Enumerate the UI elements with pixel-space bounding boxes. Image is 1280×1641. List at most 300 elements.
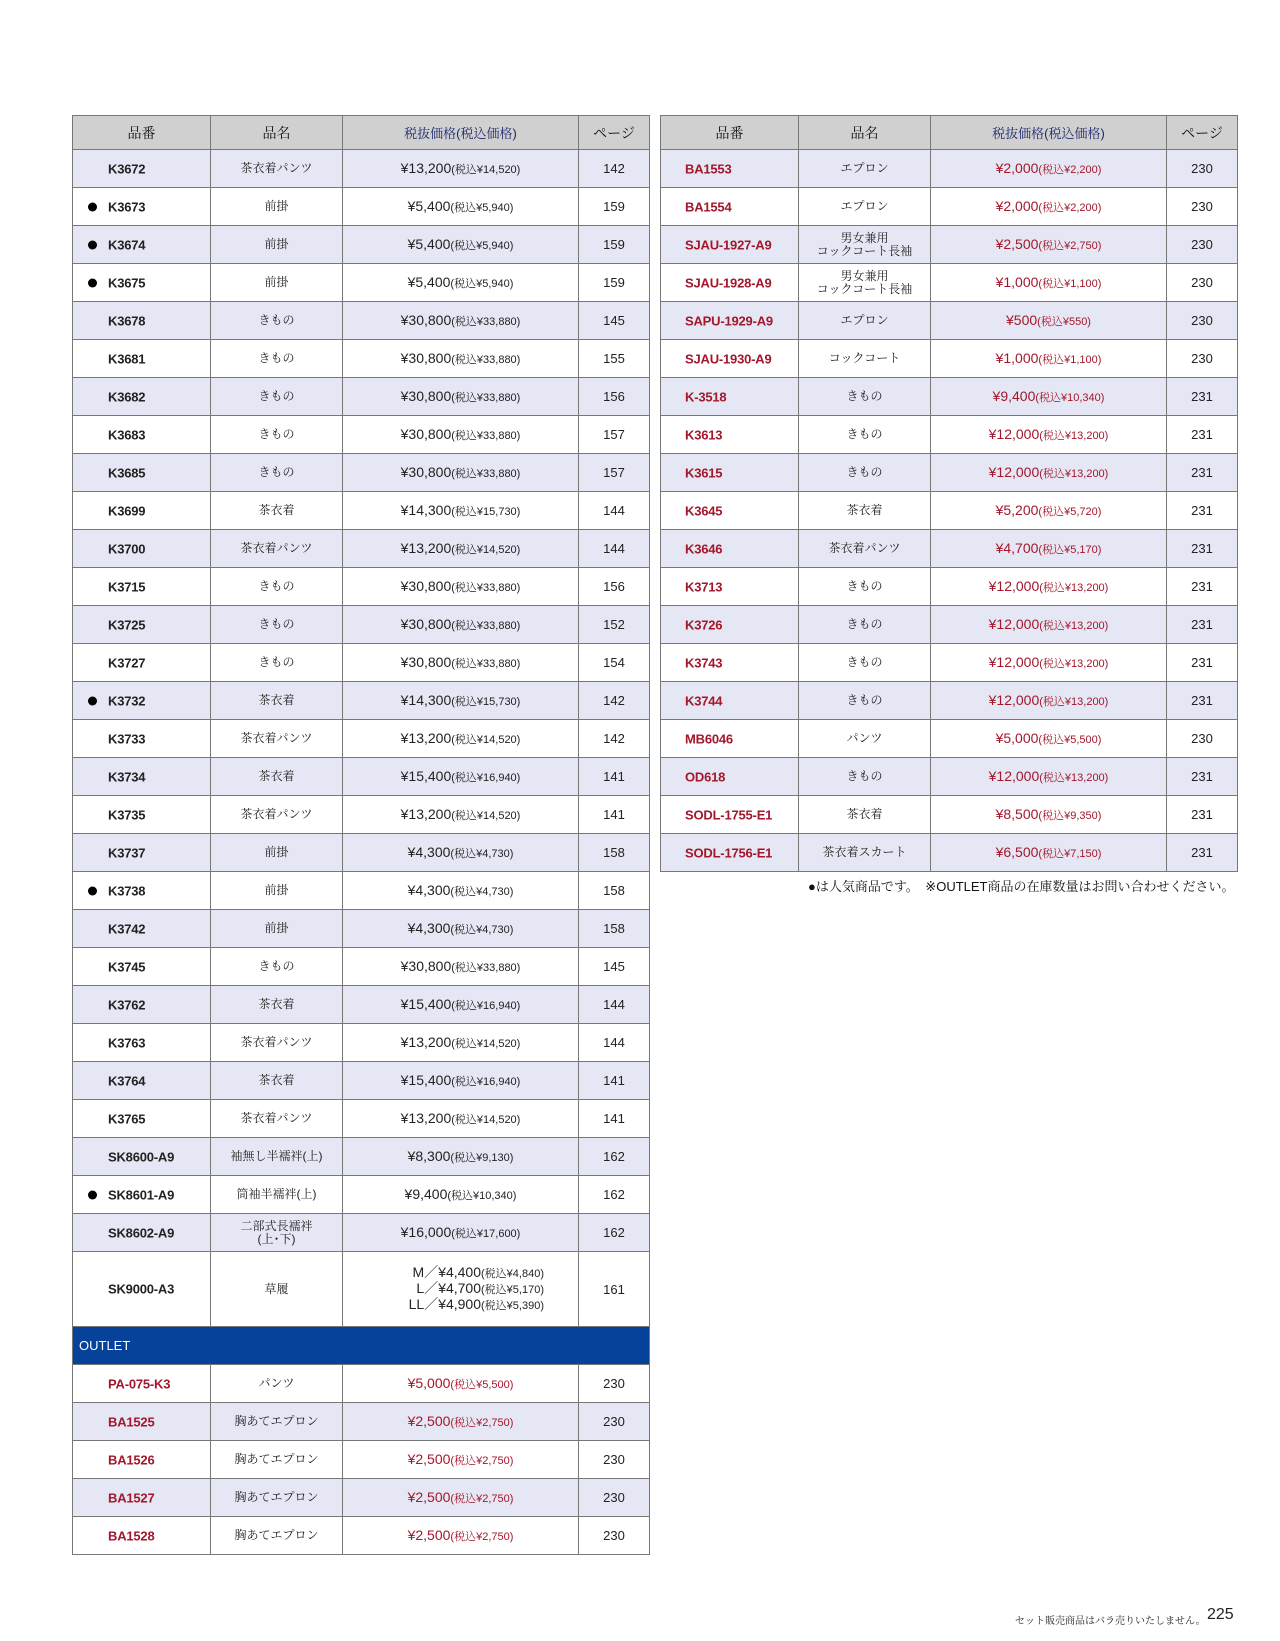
price-cell [343, 416, 579, 454]
price-cell [343, 872, 579, 910]
product-name: 前掛 [211, 872, 343, 910]
price-value: ¥1,000 [995, 350, 1039, 366]
table-row [73, 1138, 650, 1176]
table-row [661, 492, 1238, 530]
price-cell [343, 796, 579, 834]
price-cell [343, 226, 579, 264]
product-code: K3725 [108, 617, 146, 632]
popular-dot-icon [88, 1190, 97, 1199]
product-code: SK8600-A9 [108, 1149, 175, 1164]
code-cell [73, 1479, 211, 1517]
table-row [73, 1441, 650, 1479]
table-row [73, 188, 650, 226]
price-value: ¥16,000 [400, 1224, 452, 1240]
product-code: PA-075-K3 [108, 1376, 171, 1391]
table-row [73, 986, 650, 1024]
tax-included-price: (税込¥13,200) [1039, 658, 1109, 670]
table-row [73, 150, 650, 188]
price-value: ¥12,000 [988, 692, 1040, 708]
product-name: きもの [211, 948, 343, 986]
popular-dot-icon [88, 202, 97, 211]
code-cell [73, 758, 211, 796]
code-cell [73, 606, 211, 644]
tax-included-price: (税込¥33,880) [451, 316, 521, 328]
code-cell [661, 758, 799, 796]
tax-included-price: (税込¥2,750) [450, 1417, 514, 1429]
price-cell [931, 340, 1167, 378]
price-value: ¥9,400 [992, 388, 1036, 404]
table-row [73, 530, 650, 568]
left-table-body [73, 150, 650, 1555]
product-code: K3743 [685, 655, 723, 670]
product-name: 茶衣着 [211, 986, 343, 1024]
price-value: ¥4,700 [995, 540, 1039, 556]
page-ref: 141 [579, 758, 650, 796]
page-ref: 141 [579, 1062, 650, 1100]
product-name: 茶衣着 [799, 796, 931, 834]
price-cell [343, 568, 579, 606]
price-cell [343, 682, 579, 720]
table-row [661, 302, 1238, 340]
price-value: ¥12,000 [988, 578, 1040, 594]
product-code: K3699 [108, 503, 146, 518]
price-cell [343, 1479, 579, 1517]
code-cell [661, 454, 799, 492]
popular-dot-icon [88, 696, 97, 705]
code-cell [661, 264, 799, 302]
header-code: 品番 [661, 116, 799, 150]
tax-included-price: (税込¥13,200) [1039, 620, 1109, 632]
price-cell [343, 150, 579, 188]
table-row [661, 682, 1238, 720]
product-code: K3675 [108, 275, 146, 290]
price-cell [931, 150, 1167, 188]
code-cell [73, 150, 211, 188]
tax-included-price: (税込¥15,730) [451, 696, 521, 708]
page-ref: 159 [579, 226, 650, 264]
product-code: K3764 [108, 1073, 146, 1088]
price-value: ¥13,200 [400, 806, 452, 822]
price-value: ¥4,900 [438, 1296, 482, 1312]
product-name: 二部式長襦袢 (上･下) [211, 1214, 343, 1252]
product-name: きもの [799, 416, 931, 454]
code-cell [661, 568, 799, 606]
tax-included-price: (税込¥33,880) [451, 430, 521, 442]
page-ref: 157 [579, 454, 650, 492]
table-row [73, 872, 650, 910]
page-ref: 230 [1167, 720, 1238, 758]
tax-included-price: (税込¥5,940) [450, 278, 514, 290]
code-cell [661, 416, 799, 454]
price-cell [343, 1517, 579, 1555]
product-code: K3646 [685, 541, 723, 556]
page-ref: 162 [579, 1214, 650, 1252]
page-ref: 144 [579, 492, 650, 530]
table-row [661, 530, 1238, 568]
table-row [73, 1176, 650, 1214]
product-name: 胸あてエプロン [211, 1479, 343, 1517]
table-row [661, 416, 1238, 454]
product-code: K3672 [108, 161, 146, 176]
page-ref: 141 [579, 796, 650, 834]
product-code: K3734 [108, 769, 146, 784]
table-row [73, 758, 650, 796]
table-row [73, 910, 650, 948]
product-name: パンツ [799, 720, 931, 758]
page-number: 225 [1207, 1606, 1234, 1623]
price-value: ¥13,200 [400, 160, 452, 176]
product-code: SK9000-A3 [108, 1281, 175, 1297]
price-value: ¥30,800 [400, 654, 452, 670]
tax-included-price: (税込¥33,880) [451, 468, 521, 480]
tax-included-price: (税込¥2,750) [450, 1455, 514, 1467]
product-code: K-3518 [685, 389, 727, 404]
page-cell: 161 [579, 1252, 650, 1327]
product-name: コックコート [799, 340, 931, 378]
code-cell [73, 568, 211, 606]
page-ref: 230 [579, 1403, 650, 1441]
product-name: 茶衣着パンツ [211, 1100, 343, 1138]
price-value: ¥30,800 [400, 578, 452, 594]
page-ref: 230 [1167, 188, 1238, 226]
product-name: 前掛 [211, 834, 343, 872]
tax-included-price: (税込¥13,200) [1039, 582, 1109, 594]
price-value: ¥4,400 [438, 1264, 482, 1280]
page-ref: 231 [1167, 378, 1238, 416]
price-value: ¥4,700 [438, 1280, 482, 1296]
code-cell [73, 1062, 211, 1100]
product-code: BA1526 [108, 1452, 155, 1467]
price-cell [931, 492, 1167, 530]
product-code: SODL-1756-E1 [685, 845, 773, 860]
product-name: 男女兼用 コックコート長袖 [799, 264, 931, 302]
price-cell [931, 758, 1167, 796]
code-cell [73, 644, 211, 682]
product-code: K3745 [108, 959, 146, 974]
multi-price-cell [343, 1252, 579, 1327]
popular-dot-icon [88, 240, 97, 249]
product-code: K3744 [685, 693, 723, 708]
price-value: ¥1,000 [995, 274, 1039, 290]
tax-included-price: (税込¥9,130) [450, 1152, 514, 1164]
product-name: きもの [211, 606, 343, 644]
product-code: K3715 [108, 579, 146, 594]
price-cell [931, 530, 1167, 568]
page-ref: 142 [579, 682, 650, 720]
price-value: ¥15,400 [400, 768, 452, 784]
size-label: LL／ [408, 1296, 439, 1312]
table-row [73, 416, 650, 454]
tax-included-price: (税込¥33,880) [451, 392, 521, 404]
table-row [73, 226, 650, 264]
table-row [661, 188, 1238, 226]
page-ref: 159 [579, 188, 650, 226]
table-row [73, 606, 650, 644]
page-ref: 231 [1167, 682, 1238, 720]
price-cell [343, 302, 579, 340]
tax-included-price: (税込¥2,200) [1038, 202, 1102, 214]
product-name: 茶衣着パンツ [211, 720, 343, 758]
page-ref: 145 [579, 302, 650, 340]
tax-included-price: (税込¥33,880) [451, 582, 521, 594]
product-name: 茶衣着 [211, 758, 343, 796]
price-value: ¥8,500 [995, 806, 1039, 822]
price-value: ¥13,200 [400, 730, 452, 746]
page-ref: 155 [579, 340, 650, 378]
page-ref: 142 [579, 150, 650, 188]
code-cell [73, 872, 211, 910]
table-row [661, 644, 1238, 682]
product-name: 前掛 [211, 264, 343, 302]
popular-dot-icon [88, 886, 97, 895]
product-name: きもの [211, 302, 343, 340]
popular-dot-icon [88, 278, 97, 287]
code-cell [661, 606, 799, 644]
price-value: ¥12,000 [988, 654, 1040, 670]
product-code: K3732 [108, 693, 146, 708]
price-cell [931, 378, 1167, 416]
code-cell [661, 720, 799, 758]
product-code: K3735 [108, 807, 146, 822]
product-code: K3681 [108, 351, 146, 366]
product-name: きもの [799, 568, 931, 606]
table-row [73, 948, 650, 986]
code-cell [73, 302, 211, 340]
product-code: OD618 [685, 769, 726, 784]
price-cell [343, 720, 579, 758]
product-code: K3763 [108, 1035, 146, 1050]
page-ref: 162 [579, 1138, 650, 1176]
product-name: きもの [799, 454, 931, 492]
product-name: きもの [211, 340, 343, 378]
page-ref: 162 [579, 1176, 650, 1214]
code-cell [661, 226, 799, 264]
product-name: きもの [211, 568, 343, 606]
product-name: 男女兼用 コックコート長袖 [799, 226, 931, 264]
product-code: K3765 [108, 1111, 146, 1126]
page-ref: 158 [579, 872, 650, 910]
header-name: 品名 [211, 116, 343, 150]
product-code: BA1553 [685, 161, 732, 176]
product-name: きもの [211, 454, 343, 492]
price-value: ¥13,200 [400, 1110, 452, 1126]
product-name: きもの [211, 378, 343, 416]
product-code: K3726 [685, 617, 723, 632]
table-row [73, 720, 650, 758]
tax-included-price: (税込¥1,100) [1038, 354, 1102, 366]
page-ref: 231 [1167, 834, 1238, 872]
tax-included-price: (税込¥14,520) [451, 544, 521, 556]
tax-included-price: (税込¥2,750) [450, 1531, 514, 1543]
price-value: ¥5,400 [407, 236, 451, 252]
page-ref: 142 [579, 720, 650, 758]
price-cell [343, 530, 579, 568]
price-cell [931, 302, 1167, 340]
page-ref: 231 [1167, 492, 1238, 530]
product-name: きもの [211, 416, 343, 454]
price-cell [343, 340, 579, 378]
size-price-line [343, 1281, 578, 1297]
product-code: SAPU-1929-A9 [685, 313, 773, 328]
header-page: ページ [1167, 116, 1238, 150]
price-value: ¥30,800 [400, 464, 452, 480]
tax-included-price: (税込¥16,940) [451, 1000, 521, 1012]
code-cell [661, 150, 799, 188]
product-code: K3674 [108, 237, 146, 252]
price-value: ¥30,800 [400, 350, 452, 366]
product-code: K3742 [108, 921, 146, 936]
code-cell [73, 834, 211, 872]
price-cell [343, 1176, 579, 1214]
tax-included-price: (税込¥5,940) [450, 240, 514, 252]
product-name: 前掛 [211, 910, 343, 948]
price-cell [931, 720, 1167, 758]
table-row [73, 644, 650, 682]
product-name: 茶衣着パンツ [799, 530, 931, 568]
header-price: 税抜価格(税込価格) [931, 116, 1167, 150]
code-cell [73, 264, 211, 302]
code-cell [661, 796, 799, 834]
right-table-body [661, 150, 1238, 872]
product-name: エプロン [799, 188, 931, 226]
tax-included-price: (税込¥13,200) [1039, 468, 1109, 480]
code-cell [661, 682, 799, 720]
tax-included-price: (税込¥33,880) [451, 620, 521, 632]
product-code: SK8601-A9 [108, 1187, 175, 1202]
price-value: ¥2,500 [407, 1527, 451, 1543]
price-cell [343, 492, 579, 530]
price-cell [343, 454, 579, 492]
page-ref: 231 [1167, 606, 1238, 644]
price-cell [343, 264, 579, 302]
product-code: K3645 [685, 503, 723, 518]
tax-included-price: (税込¥33,880) [451, 354, 521, 366]
tax-included-price: (税込¥2,750) [1038, 240, 1102, 252]
price-value: ¥14,300 [400, 502, 452, 518]
code-cell [73, 1403, 211, 1441]
code-cell [73, 1441, 211, 1479]
code-cell [661, 492, 799, 530]
table-row [73, 1100, 650, 1138]
price-value: ¥2,500 [995, 236, 1039, 252]
product-name: エプロン [799, 150, 931, 188]
page-ref: 230 [1167, 340, 1238, 378]
tax-included-price: (税込¥14,520) [451, 810, 521, 822]
code-cell [661, 530, 799, 568]
page-ref: 230 [579, 1441, 650, 1479]
tax-included-price: (税込¥5,500) [450, 1379, 514, 1391]
code-cell [661, 834, 799, 872]
header-price: 税抜価格(税込価格) [343, 116, 579, 150]
code-cell [73, 340, 211, 378]
code-cell [73, 188, 211, 226]
price-value: ¥15,400 [400, 996, 452, 1012]
price-value: ¥30,800 [400, 616, 452, 632]
table-row [73, 682, 650, 720]
page-ref: 156 [579, 378, 650, 416]
tax-included-price: (税込¥5,500) [1038, 734, 1102, 746]
tax-included-price: (税込¥2,200) [1038, 164, 1102, 176]
page-ref: 231 [1167, 530, 1238, 568]
tax-included-price: (税込¥33,880) [451, 658, 521, 670]
page-ref: 152 [579, 606, 650, 644]
product-code: K3700 [108, 541, 146, 556]
table-row [661, 796, 1238, 834]
price-cell [343, 1214, 579, 1252]
page-ref: 156 [579, 568, 650, 606]
price-cell [343, 644, 579, 682]
page-ref: 230 [1167, 264, 1238, 302]
page-ref: 144 [579, 1024, 650, 1062]
price-cell [343, 1062, 579, 1100]
table-row [661, 226, 1238, 264]
product-name: 筒袖半襦袢(上) [211, 1176, 343, 1214]
tax-included-price: (税込¥550) [1037, 316, 1091, 328]
product-name: 前掛 [211, 188, 343, 226]
header-name: 品名 [799, 116, 931, 150]
price-value: ¥12,000 [988, 616, 1040, 632]
code-cell [73, 948, 211, 986]
product-name: 茶衣着 [211, 492, 343, 530]
tax-included-price: (税込¥10,340) [447, 1190, 517, 1202]
price-table-left [72, 115, 650, 1555]
size-label: L／ [416, 1280, 439, 1296]
table-row [661, 606, 1238, 644]
price-value: ¥15,400 [400, 1072, 452, 1088]
tax-included-price: (税込¥4,730) [450, 848, 514, 860]
code-cell [661, 340, 799, 378]
product-name: きもの [799, 378, 931, 416]
table-row [73, 796, 650, 834]
code-cell [73, 682, 211, 720]
product-name: 茶衣着パンツ [211, 150, 343, 188]
code-cell [661, 378, 799, 416]
tax-included-price: (税込¥13,200) [1039, 696, 1109, 708]
table-row [73, 568, 650, 606]
product-name: エプロン [799, 302, 931, 340]
page-ref: 230 [579, 1479, 650, 1517]
price-cell [343, 758, 579, 796]
page-ref: 230 [579, 1517, 650, 1555]
price-value: ¥4,300 [407, 844, 451, 860]
price-value: ¥5,000 [995, 730, 1039, 746]
page-ref: 141 [579, 1100, 650, 1138]
product-code: K3713 [685, 579, 723, 594]
table-row [73, 1365, 650, 1403]
tax-included-price: (税込¥5,170) [481, 1284, 544, 1296]
page-ref: 230 [1167, 150, 1238, 188]
code-cell [73, 1365, 211, 1403]
product-name: 前掛 [211, 226, 343, 264]
price-cell [931, 188, 1167, 226]
code-cell [661, 188, 799, 226]
table-row [661, 340, 1238, 378]
price-cell [931, 568, 1167, 606]
price-cell [931, 606, 1167, 644]
price-value: ¥2,000 [995, 198, 1039, 214]
code-cell [73, 1517, 211, 1555]
product-code: K3738 [108, 883, 146, 898]
product-code: K3678 [108, 313, 146, 328]
tax-included-price: (税込¥33,880) [451, 962, 521, 974]
page-ref: 159 [579, 264, 650, 302]
code-cell [73, 1214, 211, 1252]
product-name: 袖無し半襦袢(上) [211, 1138, 343, 1176]
price-value: ¥5,400 [407, 274, 451, 290]
price-value: ¥9,400 [404, 1186, 448, 1202]
tax-included-price: (税込¥1,100) [1038, 278, 1102, 290]
tax-included-price: (税込¥14,520) [451, 1114, 521, 1126]
